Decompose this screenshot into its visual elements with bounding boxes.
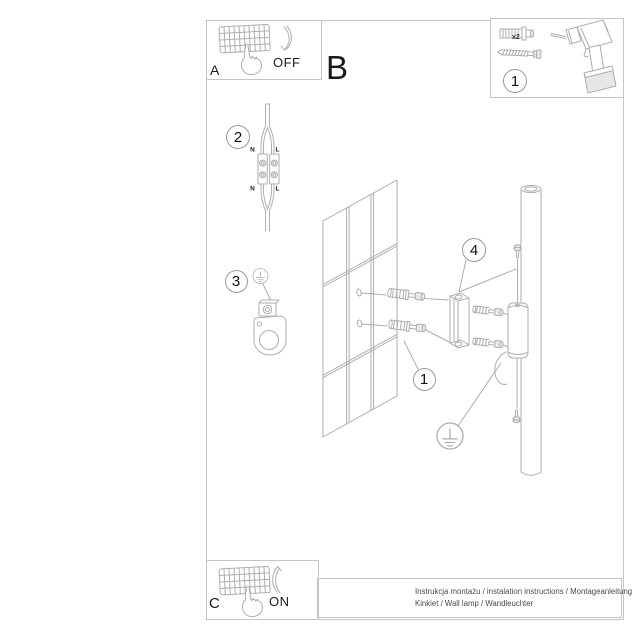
switch-off-label: OFF bbox=[273, 55, 301, 70]
wall-illustration bbox=[323, 180, 397, 437]
cable-hook bbox=[495, 352, 507, 384]
bracket-part-illustration bbox=[254, 300, 286, 355]
wire-label-l-bottom: L bbox=[275, 185, 280, 193]
mounting-bracket-illustration bbox=[450, 293, 469, 348]
bottom-screw-icon bbox=[513, 410, 520, 423]
panel-c-label: C bbox=[209, 595, 220, 612]
callout-4-leader bbox=[459, 260, 516, 292]
switch-on-label: ON bbox=[269, 594, 290, 609]
screw-leader-lines bbox=[425, 299, 449, 343]
callout-step-3: 3 bbox=[225, 270, 248, 293]
canopy-screw-leaders bbox=[503, 313, 508, 347]
callout-step-4: 4 bbox=[462, 238, 486, 262]
panel-a-label: A bbox=[210, 62, 220, 78]
anchor-screw-icon bbox=[388, 319, 426, 333]
callout-3-leader bbox=[263, 284, 271, 301]
canopy-screw-icon bbox=[473, 306, 504, 316]
canopy-illustration bbox=[508, 303, 528, 358]
breaker-panel-on-icon bbox=[219, 566, 281, 616]
screw-icon bbox=[498, 48, 542, 59]
canopy-screw-icon bbox=[473, 338, 504, 348]
drill-icon bbox=[551, 20, 616, 93]
anchor-quantity-label: x2 bbox=[512, 34, 520, 41]
wire-label-l-top: L bbox=[275, 146, 280, 154]
footer-line-1: Instrukcja montażu / instalation instructions / Montageanleitung bbox=[415, 587, 633, 596]
earth-symbol-icon bbox=[253, 269, 268, 284]
arrow-down-icon bbox=[281, 26, 291, 50]
panel-b-label: B bbox=[326, 49, 349, 86]
top-screw-icon bbox=[514, 245, 521, 258]
wire-label-n-bottom: N bbox=[250, 185, 255, 193]
arrow-up-icon bbox=[273, 567, 282, 594]
callout-anchor-1: 1 bbox=[413, 368, 436, 391]
footer-line-2: Kinkiet / Wall lamp / Wandleuchter bbox=[415, 598, 534, 608]
anchor-screw-icon bbox=[387, 288, 425, 302]
callout-step-2: 2 bbox=[226, 125, 250, 149]
callout-parts-1: 1 bbox=[503, 69, 527, 93]
hole-leader-lines bbox=[362, 293, 387, 326]
earth-symbol-icon bbox=[437, 423, 463, 449]
callout-1-leader bbox=[404, 341, 418, 369]
ground-leader bbox=[458, 363, 501, 426]
wire-connector-illustration bbox=[258, 104, 279, 231]
wire-label-n-top: N bbox=[250, 146, 255, 154]
